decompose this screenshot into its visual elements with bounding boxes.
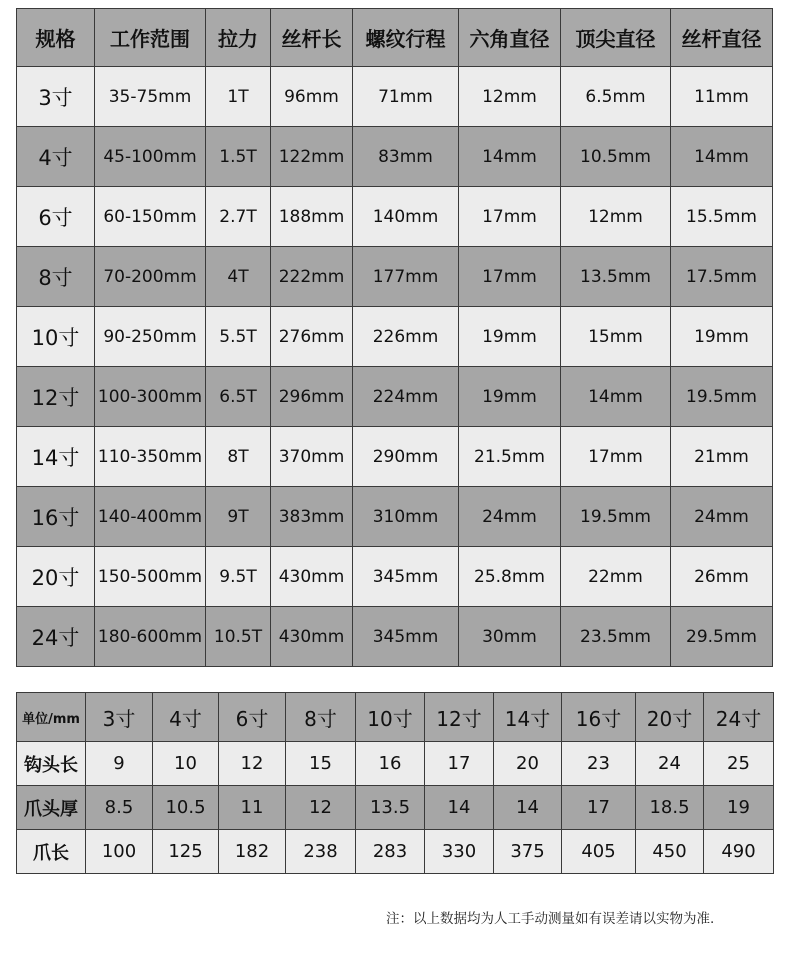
table-cell: 370mm xyxy=(271,427,353,487)
row-label-cell: 10寸 xyxy=(17,307,95,367)
table-cell: 5.5T xyxy=(206,307,271,367)
table-cell: 330 xyxy=(425,830,494,874)
table-cell: 14 xyxy=(494,786,562,830)
table-cell: 17mm xyxy=(459,247,561,307)
row-label-cell: 14寸 xyxy=(17,427,95,487)
spec-row xyxy=(17,127,773,187)
table-cell: 24mm xyxy=(671,487,773,547)
table-cell: 19mm xyxy=(459,367,561,427)
table-cell: 12mm xyxy=(459,67,561,127)
claw-row xyxy=(17,742,774,786)
table-cell: 25.8mm xyxy=(459,547,561,607)
spec-row xyxy=(17,187,773,247)
table-cell: 83mm xyxy=(353,127,459,187)
spec-row xyxy=(17,247,773,307)
table-cell: 24mm xyxy=(459,487,561,547)
table-cell: 15mm xyxy=(561,307,671,367)
table-cell: 20 xyxy=(494,742,562,786)
table-cell: 283 xyxy=(356,830,425,874)
table-cell: 90-250mm xyxy=(95,307,206,367)
spec-header-size: 规格 xyxy=(17,9,95,67)
table-cell: 125 xyxy=(153,830,219,874)
row-label-cell: 爪长 xyxy=(17,830,86,874)
table-cell: 19mm xyxy=(671,307,773,367)
table-cell: 238 xyxy=(286,830,356,874)
table-cell: 6.5mm xyxy=(561,67,671,127)
claw-row xyxy=(17,830,774,874)
table-cell: 26mm xyxy=(671,547,773,607)
table-cell: 290mm xyxy=(353,427,459,487)
spec-header-thread-travel: 螺纹行程 xyxy=(353,9,459,67)
table-cell: 17 xyxy=(562,786,636,830)
table-cell: 430mm xyxy=(271,607,353,667)
table-cell: 4T xyxy=(206,247,271,307)
table-cell: 383mm xyxy=(271,487,353,547)
table-cell: 405 xyxy=(562,830,636,874)
table-cell: 100 xyxy=(86,830,153,874)
table-cell: 21.5mm xyxy=(459,427,561,487)
row-label-cell: 12寸 xyxy=(17,367,95,427)
table-cell: 15 xyxy=(286,742,356,786)
table-cell: 25 xyxy=(704,742,774,786)
spec-row xyxy=(17,307,773,367)
table-cell: 17mm xyxy=(561,427,671,487)
table-cell: 11 xyxy=(219,786,286,830)
table-cell: 140-400mm xyxy=(95,487,206,547)
claw-header-size: 6寸 xyxy=(219,693,286,742)
table-cell: 345mm xyxy=(353,607,459,667)
table-cell: 13.5mm xyxy=(561,247,671,307)
table-cell: 13.5 xyxy=(356,786,425,830)
claw-header-size: 3寸 xyxy=(86,693,153,742)
claw-header-size: 10寸 xyxy=(356,693,425,742)
row-label-cell: 20寸 xyxy=(17,547,95,607)
table-cell: 29.5mm xyxy=(671,607,773,667)
table-cell: 23 xyxy=(562,742,636,786)
footnote: 注：以上数据均为人工手动测量如有误差请以实物为准. xyxy=(386,911,715,927)
table-cell: 310mm xyxy=(353,487,459,547)
spec-row xyxy=(17,427,773,487)
table-cell: 15.5mm xyxy=(671,187,773,247)
table-cell: 122mm xyxy=(271,127,353,187)
row-label-cell: 4寸 xyxy=(17,127,95,187)
table-cell: 35-75mm xyxy=(95,67,206,127)
row-label-cell: 爪头厚 xyxy=(17,786,86,830)
spec-header-screw-length: 丝杆长 xyxy=(271,9,353,67)
table-cell: 224mm xyxy=(353,367,459,427)
table-cell: 10.5 xyxy=(153,786,219,830)
table-cell: 10 xyxy=(153,742,219,786)
table-cell: 19.5mm xyxy=(561,487,671,547)
claw-header-size: 4寸 xyxy=(153,693,219,742)
table-cell: 21mm xyxy=(671,427,773,487)
table-cell: 430mm xyxy=(271,547,353,607)
table-cell: 375 xyxy=(494,830,562,874)
spec-row xyxy=(17,607,773,667)
table-cell: 17 xyxy=(425,742,494,786)
table-cell: 10.5mm xyxy=(561,127,671,187)
claw-header-size: 14寸 xyxy=(494,693,562,742)
spec-header-range: 工作范围 xyxy=(95,9,206,67)
spec-table-body xyxy=(17,67,773,667)
row-label-cell: 6寸 xyxy=(17,187,95,247)
claw-header-size: 20寸 xyxy=(636,693,704,742)
table-cell: 18.5 xyxy=(636,786,704,830)
table-cell: 100-300mm xyxy=(95,367,206,427)
claw-header-size: 24寸 xyxy=(704,693,774,742)
table-cell: 150-500mm xyxy=(95,547,206,607)
table-cell: 30mm xyxy=(459,607,561,667)
claw-header-row xyxy=(17,693,774,742)
table-cell: 60-150mm xyxy=(95,187,206,247)
table-cell: 182 xyxy=(219,830,286,874)
spec-header-force: 拉力 xyxy=(206,9,271,67)
table-cell: 180-600mm xyxy=(95,607,206,667)
table-cell: 6.5T xyxy=(206,367,271,427)
row-label-cell: 3寸 xyxy=(17,67,95,127)
table-cell: 23.5mm xyxy=(561,607,671,667)
table-cell: 19.5mm xyxy=(671,367,773,427)
table-cell: 14 xyxy=(425,786,494,830)
table-cell: 12 xyxy=(286,786,356,830)
table-cell: 8T xyxy=(206,427,271,487)
spec-header-row xyxy=(17,9,773,67)
table-cell: 9.5T xyxy=(206,547,271,607)
table-cell: 12 xyxy=(219,742,286,786)
table-cell: 19mm xyxy=(459,307,561,367)
claw-header-size: 8寸 xyxy=(286,693,356,742)
table-cell: 70-200mm xyxy=(95,247,206,307)
table-cell: 16 xyxy=(356,742,425,786)
table-cell: 188mm xyxy=(271,187,353,247)
table-cell: 226mm xyxy=(353,307,459,367)
spec-row xyxy=(17,367,773,427)
table-cell: 110-350mm xyxy=(95,427,206,487)
spec-row xyxy=(17,547,773,607)
table-cell: 11mm xyxy=(671,67,773,127)
claw-table-body xyxy=(17,742,774,874)
table-cell: 1.5T xyxy=(206,127,271,187)
claw-header-size: 16寸 xyxy=(562,693,636,742)
row-label-cell: 8寸 xyxy=(17,247,95,307)
row-label-cell: 24寸 xyxy=(17,607,95,667)
table-cell: 17mm xyxy=(459,187,561,247)
spec-table xyxy=(16,8,773,667)
table-cell: 96mm xyxy=(271,67,353,127)
table-cell: 24 xyxy=(636,742,704,786)
table-cell: 45-100mm xyxy=(95,127,206,187)
table-cell: 140mm xyxy=(353,187,459,247)
table-cell: 14mm xyxy=(671,127,773,187)
spec-header-tip-diameter: 顶尖直径 xyxy=(561,9,671,67)
table-cell: 296mm xyxy=(271,367,353,427)
table-cell: 345mm xyxy=(353,547,459,607)
claw-row xyxy=(17,786,774,830)
claw-table xyxy=(16,692,774,874)
table-cell: 14mm xyxy=(459,127,561,187)
table-cell: 8.5 xyxy=(86,786,153,830)
table-cell: 9T xyxy=(206,487,271,547)
table-cell: 9 xyxy=(86,742,153,786)
row-label-cell: 16寸 xyxy=(17,487,95,547)
table-cell: 71mm xyxy=(353,67,459,127)
table-cell: 490 xyxy=(704,830,774,874)
claw-header-unit: 单位/mm xyxy=(17,693,86,742)
spec-header-hex-diameter: 六角直径 xyxy=(459,9,561,67)
row-label-cell: 钩头长 xyxy=(17,742,86,786)
claw-header-size: 12寸 xyxy=(425,693,494,742)
spec-header-screw-diameter: 丝杆直径 xyxy=(671,9,773,67)
spec-row xyxy=(17,487,773,547)
table-cell: 22mm xyxy=(561,547,671,607)
table-cell: 14mm xyxy=(561,367,671,427)
table-cell: 2.7T xyxy=(206,187,271,247)
table-cell: 17.5mm xyxy=(671,247,773,307)
table-cell: 1T xyxy=(206,67,271,127)
table-cell: 222mm xyxy=(271,247,353,307)
table-cell: 12mm xyxy=(561,187,671,247)
spec-row xyxy=(17,67,773,127)
table-cell: 276mm xyxy=(271,307,353,367)
table-cell: 10.5T xyxy=(206,607,271,667)
table-cell: 450 xyxy=(636,830,704,874)
table-cell: 177mm xyxy=(353,247,459,307)
table-cell: 19 xyxy=(704,786,774,830)
